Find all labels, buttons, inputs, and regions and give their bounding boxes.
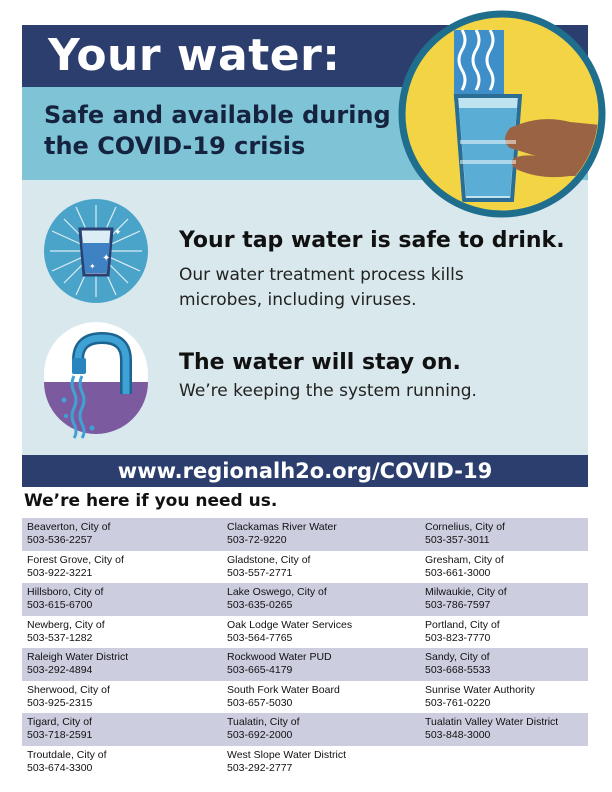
contact-cell <box>420 746 588 779</box>
contact-phone: 503-292-4894 <box>27 664 93 676</box>
contact-phone: 503-72-9220 <box>227 534 287 546</box>
water-glass-hand-icon <box>398 10 606 218</box>
contact-cell <box>22 681 222 714</box>
contact-name: Gresham, City of <box>425 553 504 566</box>
contact-cell <box>222 616 420 649</box>
table-row <box>22 518 588 551</box>
contact-cell <box>222 713 420 746</box>
contact-phone: 503-537-1282 <box>27 631 93 644</box>
table-row <box>22 583 588 616</box>
contact-name: Hillsboro, City of <box>27 586 104 598</box>
contact-cell <box>222 648 420 681</box>
contact-name: West Slope Water District <box>227 748 347 761</box>
table-row <box>22 746 588 779</box>
contact-cell <box>22 746 222 779</box>
svg-text:✦: ✦ <box>102 253 111 264</box>
website-link[interactable]: www.regionalh2o.org/COVID-19 <box>117 459 493 483</box>
contact-name: Sunrise Water Authority <box>425 683 535 696</box>
contact-cell <box>420 518 588 551</box>
contact-name: Milwaukie, City of <box>425 586 507 598</box>
contact-name: Tualatin Valley Water District <box>425 716 559 728</box>
contact-phone: 503-692-2000 <box>227 729 293 741</box>
contact-cell <box>420 713 588 746</box>
contact-name: South Fork Water Board <box>227 683 340 696</box>
contact-name: Clackamas River Water <box>227 521 337 533</box>
contacts-table <box>22 518 588 778</box>
contact-phone: 503-661-3000 <box>425 566 491 579</box>
contact-cell <box>22 616 222 649</box>
contact-phone: 503-657-5030 <box>227 696 293 709</box>
contact-phone: 503-635-0265 <box>227 599 293 611</box>
contact-name: Tualatin, City of <box>227 716 300 728</box>
svg-text:✦: ✦ <box>114 228 122 238</box>
contact-name: Tigard, City of <box>27 716 92 728</box>
contact-name: Portland, City of <box>425 618 500 631</box>
table-row <box>22 648 588 681</box>
contact-cell <box>222 746 420 779</box>
contact-phone: 503-668-5533 <box>425 664 491 676</box>
contact-cell <box>22 551 222 584</box>
contact-name: Rockwood Water PUD <box>227 651 332 663</box>
contact-cell <box>420 681 588 714</box>
contact-cell <box>222 681 420 714</box>
contact-name: Forest Grove, City of <box>27 553 124 566</box>
contact-phone: 503-615-6700 <box>27 599 93 611</box>
table-row <box>22 616 588 649</box>
contact-cell <box>420 648 588 681</box>
contact-name: Cornelius, City of <box>425 521 505 533</box>
contact-cell <box>420 616 588 649</box>
contacts-heading: We’re here if you need us. <box>24 491 278 511</box>
contact-name: Beaverton, City of <box>27 521 111 533</box>
contact-name: Gladstone, City of <box>227 553 311 566</box>
contact-phone: 503-786-7597 <box>425 599 491 611</box>
table-row <box>22 681 588 714</box>
contact-phone: 503-925-2315 <box>27 696 93 709</box>
svg-text:✦: ✦ <box>89 262 96 271</box>
table-row <box>22 551 588 584</box>
contact-phone: 503-848-3000 <box>425 729 491 741</box>
contact-phone: 503-718-2591 <box>27 729 93 741</box>
contact-phone: 503-557-2771 <box>227 566 293 579</box>
page-title: Your water: <box>48 30 341 81</box>
contact-cell <box>222 583 420 616</box>
sparkling-water-glass-icon <box>42 197 150 305</box>
contact-cell <box>420 583 588 616</box>
contact-name: Sandy, City of <box>425 651 490 663</box>
contact-phone: 503-674-3300 <box>27 761 93 774</box>
contact-phone: 503-922-3221 <box>27 566 93 579</box>
contact-phone: 503-564-7765 <box>227 631 293 644</box>
contact-cell <box>222 551 420 584</box>
page-subtitle: Safe and available during the COVID-19 crisis <box>44 101 391 160</box>
contact-cell <box>420 551 588 584</box>
contact-phone: 503-665-4179 <box>227 664 293 676</box>
message-heading-on: The water will stay on. <box>179 350 461 375</box>
faucet-icon <box>42 320 150 440</box>
contact-name: Sherwood, City of <box>27 683 110 696</box>
contact-cell <box>222 518 420 551</box>
contact-phone: 503-823-7770 <box>425 631 491 644</box>
contact-cell <box>22 648 222 681</box>
contact-phone: 503-761-0220 <box>425 696 491 709</box>
contact-name: Newberg, City of <box>27 618 105 631</box>
contact-cell <box>22 713 222 746</box>
contact-name: Oak Lodge Water Services <box>227 618 353 631</box>
contact-phone: 503-357-3011 <box>425 534 490 546</box>
contact-name: Troutdale, City of <box>27 748 107 761</box>
contact-phone: 503-536-2257 <box>27 534 93 546</box>
message-body-on: We’re keeping the system running. <box>179 381 477 401</box>
contact-cell <box>22 518 222 551</box>
contact-cell <box>22 583 222 616</box>
contact-phone: 503-292-2777 <box>227 761 293 774</box>
contact-name: Raleigh Water District <box>27 651 129 663</box>
table-row <box>22 713 588 746</box>
message-body-safe: Our water treatment process kills microbes, including viruses. <box>179 265 464 310</box>
message-heading-safe: Your tap water is safe to drink. <box>179 228 565 253</box>
contact-name: Lake Oswego, City of <box>227 586 327 598</box>
